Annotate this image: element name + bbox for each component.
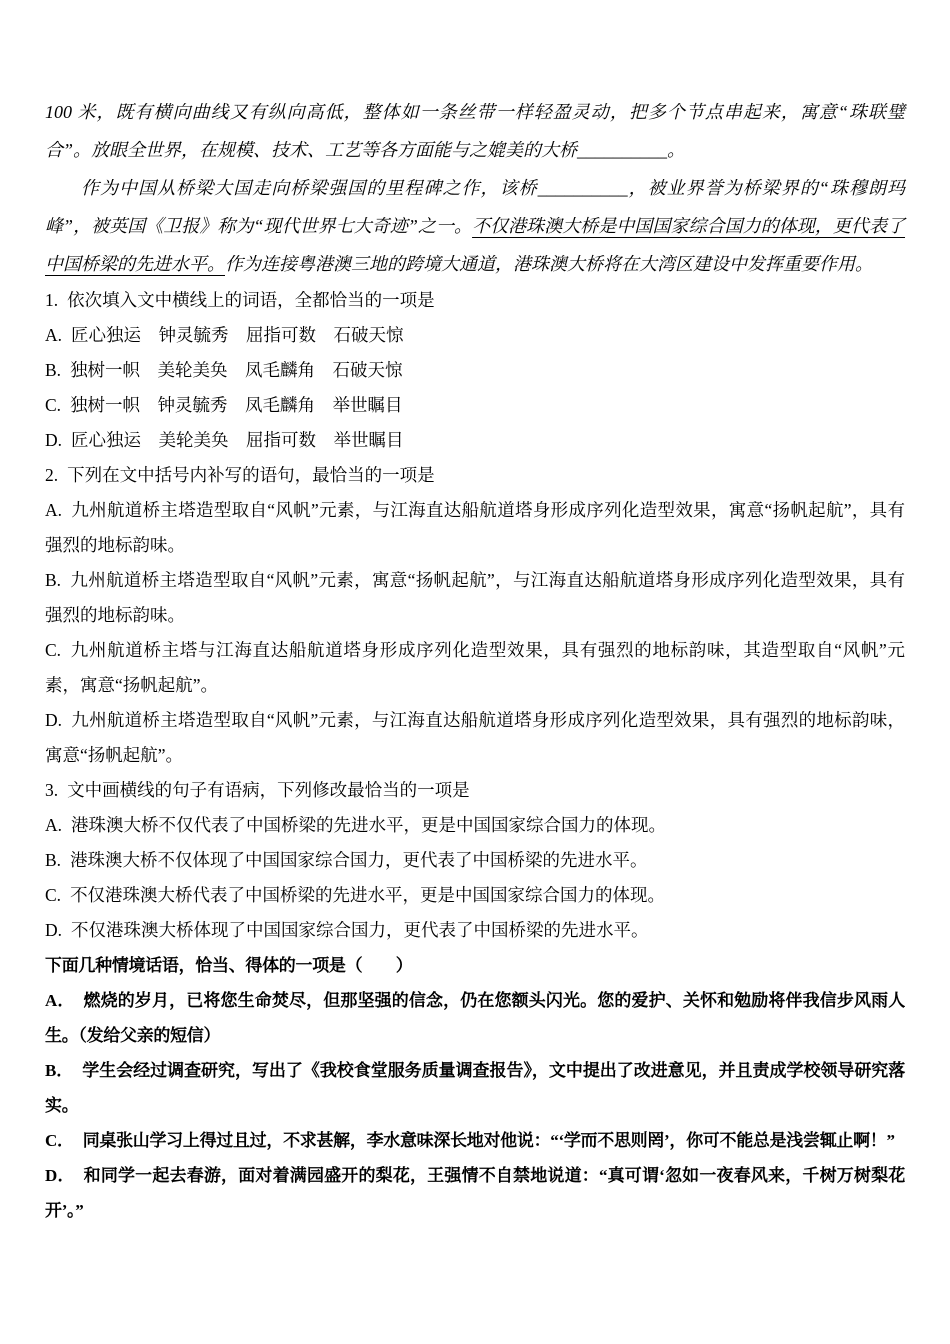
question-3 bbox=[45, 773, 905, 948]
question-2-option-b bbox=[45, 563, 905, 633]
question-3-option-b-label: B. bbox=[45, 850, 62, 870]
question-1-option-a-text: 匠心独运 钟灵毓秀 屈指可数 石破天惊 bbox=[71, 325, 404, 345]
question-2-option-c bbox=[45, 633, 905, 703]
question-1-option-a-label: A. bbox=[45, 325, 63, 345]
situational-option-c bbox=[45, 1123, 905, 1158]
question-1-stem: 依次填入文中横线上的词语，全都恰当的一项是 bbox=[67, 290, 435, 310]
situational-question-stem: 下面几种情境话语，恰当、得体的一项是（ ） bbox=[45, 956, 413, 975]
question-2-number: 2. bbox=[45, 465, 59, 485]
question-2-option-b-label: B. bbox=[45, 570, 62, 590]
question-3-number: 3. bbox=[45, 780, 59, 800]
question-1-option-b-label: B. bbox=[45, 360, 62, 380]
question-3-option-c-text: 不仅港珠澳大桥代表了中国桥梁的先进水平，更是中国国家综合国力的体现。 bbox=[70, 885, 666, 905]
situational-option-a-text: 燃烧的岁月，已将您生命焚尽，但那坚强的信念，仍在您额头闪光。您的爱护、关怀和勉励将伴我信步风雨人生。（发给父亲的短信） bbox=[45, 991, 905, 1045]
question-3-option-b-text: 港珠澳大桥不仅体现了中国国家综合国力，更代表了中国桥梁的先进水平。 bbox=[70, 850, 648, 870]
underlined-sentence: 不仅港珠澳大桥是中国国家综合国力的体现，更代表了中国桥梁的先进水平。 bbox=[45, 216, 906, 274]
situational-option-b-text: 学生会经过调查研究，写出了《我校食堂服务质量调查报告》，文中提出了改进意见，并且责成学校领导研究落实。 bbox=[45, 1061, 905, 1115]
questions-section bbox=[45, 283, 905, 1228]
question-3-option-a-label: A. bbox=[45, 815, 63, 835]
situational-option-a bbox=[45, 983, 905, 1053]
situational-option-d-text: 和同学一起去春游，面对着满园盛开的梨花，王强情不自禁地说道：“真可谓‘忽如一夜春风来，千树万树梨花开’。” bbox=[45, 1166, 905, 1220]
passage-paragraph-2 bbox=[45, 169, 905, 283]
question-3-option-a-text: 港珠澳大桥不仅代表了中国桥梁的先进水平，更是中国国家综合国力的体现。 bbox=[71, 815, 667, 835]
situational-question-stem-row bbox=[45, 948, 905, 983]
question-2-option-d bbox=[45, 703, 905, 773]
passage-paragraph-2-lead: 作为中国从桥梁大国走向桥梁强国的里程碑之作，该桥__________，被业界誉为桥梁界的“珠穆朗玛峰”，被英国《卫报》称为“现代世界七大奇迹”之一。 bbox=[45, 178, 905, 236]
situational-option-c-label: C． bbox=[45, 1131, 74, 1150]
question-1-option-c-text: 独树一帜 钟灵毓秀 凤毛麟角 举世瞩目 bbox=[70, 395, 403, 415]
question-1-option-d-label: D. bbox=[45, 430, 63, 450]
question-1 bbox=[45, 283, 905, 458]
question-1-stem-row bbox=[45, 283, 905, 318]
question-2-option-c-label: C. bbox=[45, 640, 62, 660]
question-3-option-b bbox=[45, 843, 905, 878]
question-2-option-b-text: 九州航道桥主塔造型取自“风帆”元素，寓意“扬帆起航”，与江海直达船航道塔身形成序列化造型效果，具有强烈的地标韵味。 bbox=[45, 570, 905, 625]
question-3-option-d-label: D. bbox=[45, 920, 63, 940]
situational-option-a-label: A． bbox=[45, 991, 75, 1010]
question-3-option-a bbox=[45, 808, 905, 843]
question-1-number: 1. bbox=[45, 290, 59, 310]
question-3-option-d bbox=[45, 913, 905, 948]
question-3-option-c bbox=[45, 878, 905, 913]
situational-option-c-text: 同桌张山学习上得过且过，不求甚解，李水意味深长地对他说：“‘学而不思则罔’，你可不能总是浅尝辄止啊！” bbox=[82, 1131, 895, 1150]
question-3-stem: 文中画横线的句子有语病，下列修改最恰当的一项是 bbox=[67, 780, 470, 800]
situational-option-b-label: B． bbox=[45, 1061, 74, 1080]
question-1-option-a bbox=[45, 318, 905, 353]
question-2-option-a-text: 九州航道桥主塔造型取自“风帆”元素，与江海直达船航道塔身形成序列化造型效果，寓意“扬帆起航”，具有强烈的地标韵味。 bbox=[45, 500, 905, 555]
situational-option-b bbox=[45, 1053, 905, 1123]
question-2 bbox=[45, 458, 905, 773]
question-2-stem: 下列在文中括号内补写的语句，最恰当的一项是 bbox=[67, 465, 435, 485]
question-2-stem-row bbox=[45, 458, 905, 493]
question-1-option-b bbox=[45, 353, 905, 388]
situational-option-d bbox=[45, 1158, 905, 1228]
situational-question bbox=[45, 948, 905, 1228]
question-3-option-d-text: 不仅港珠澳大桥体现了中国国家综合国力，更代表了中国桥梁的先进水平。 bbox=[71, 920, 649, 940]
passage-paragraph-2-tail: 作为连接粤港澳三地的跨境大通道，港珠澳大桥将在大湾区建设中发挥重要作用。 bbox=[225, 254, 873, 274]
passage-paragraph-1-text: 100 米，既有横向曲线又有纵向高低，整体如一条丝带一样轻盈灵动，把多个节点串起来，寓意“珠联璧合”。放眼全世界，在规模、技术、工艺等各方面能与之媲美的大桥__________。 bbox=[45, 102, 905, 160]
question-2-option-c-text: 九州航道桥主塔与江海直达船航道塔身形成序列化造型效果，具有强烈的地标韵味，其造型取自“风帆”元素，寓意“扬帆起航”。 bbox=[45, 640, 905, 695]
question-2-option-a bbox=[45, 493, 905, 563]
question-3-stem-row bbox=[45, 773, 905, 808]
question-1-option-b-text: 独树一帜 美轮美奂 凤毛麟角 石破天惊 bbox=[70, 360, 403, 380]
question-2-option-d-text: 九州航道桥主塔造型取自“风帆”元素，与江海直达船航道塔身形成序列化造型效果，具有强烈的地标韵味，寓意“扬帆起航”。 bbox=[45, 710, 905, 765]
reading-passage bbox=[45, 93, 905, 283]
question-1-option-d bbox=[45, 423, 905, 458]
question-1-option-d-text: 匠心独运 美轮美奂 屈指可数 举世瞩目 bbox=[71, 430, 404, 450]
question-1-option-c bbox=[45, 388, 905, 423]
question-2-option-a-label: A. bbox=[45, 500, 63, 520]
question-2-option-d-label: D. bbox=[45, 710, 63, 730]
question-3-option-c-label: C. bbox=[45, 885, 62, 905]
situational-option-d-label: D． bbox=[45, 1166, 75, 1185]
question-1-option-c-label: C. bbox=[45, 395, 62, 415]
passage-paragraph-1 bbox=[45, 93, 905, 169]
